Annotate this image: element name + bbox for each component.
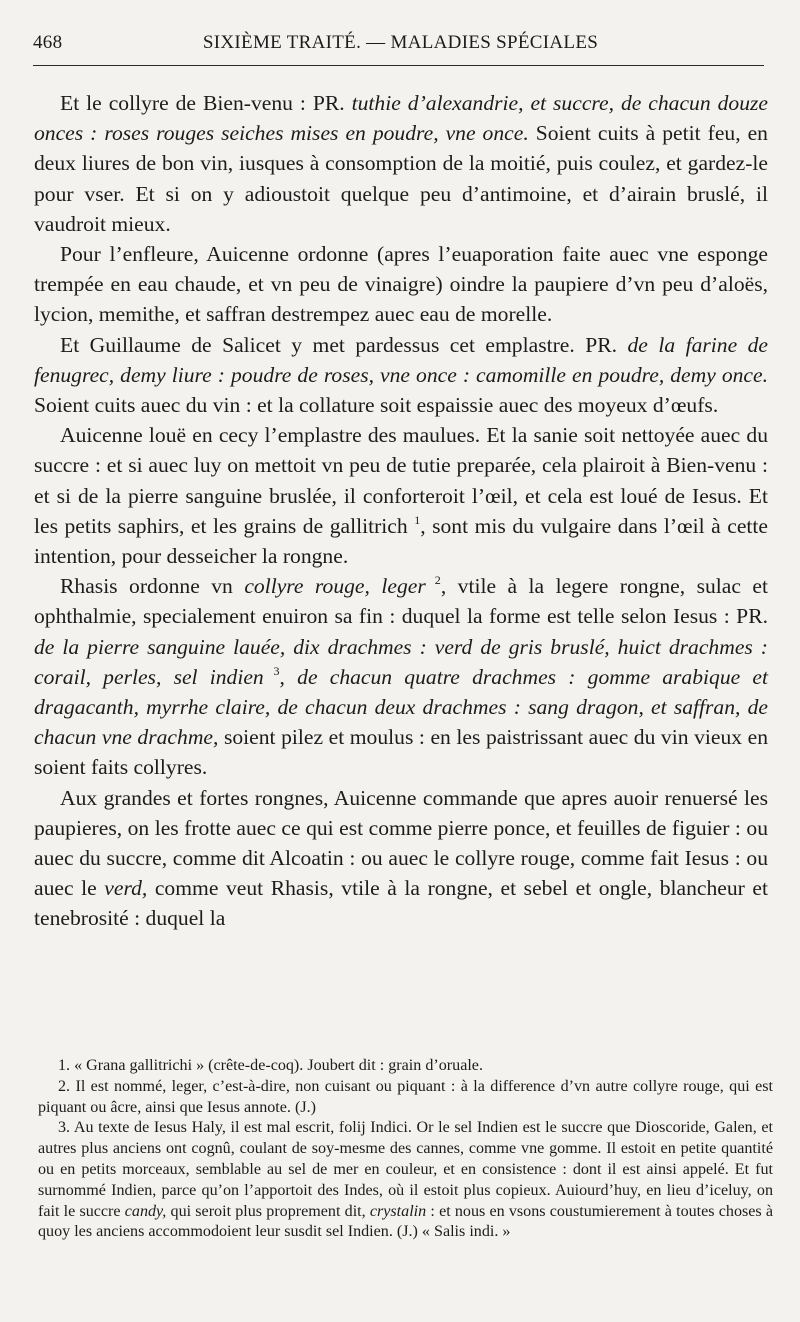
text-run: Et le collyre de Bien-venu : PR.: [60, 91, 352, 115]
text-run: Soient cuits auec du vin : et la collature soit espaissie auec des moyeux d’œufs.: [34, 393, 719, 418]
paragraph: [34, 239, 768, 330]
footnote-ref: 1: [414, 512, 421, 527]
text-run: Auicenne louë en cecy l’emplastre des maulues. Et la sanie soit nettoyée auec du succre : et si auec luy on mettoit vn peu de tutie preparée, cela plairoit à Bien-venu : et si de la pierre sanguine bruslée, il conforteroit l’œil, et cela est loué de Iesus. Et les petits saphirs, et les grains de gallitrich: [34, 423, 768, 538]
italic-text: verd,: [104, 876, 148, 901]
footnote: [38, 1056, 773, 1077]
paragraph: [34, 783, 768, 934]
text-run: Pour l’enfleure, Auicenne ordonne (apres l’euaporation faite auec vne esponge trempée en eau chaude, et vn peu de vinaigre) oindre la paupiere d’vn peu d’aloës, lycion, memithe, et saffran destrempez auec eau de morelle.: [34, 242, 768, 327]
text-run: 1. « Grana gallitrichi » (crête-de-coq). Joubert dit : grain d’oruale.: [58, 1057, 483, 1074]
italic-text: de chacun quatre drachmes : gomme arabique et dragacanth, myrrhe claire, de chacun deux drachmes : sang dragon, et saffran, de chacun vne drachme,: [34, 664, 768, 750]
text-run: Rhasis ordonne vn: [60, 574, 245, 599]
italic-text: crystalin: [369, 1202, 427, 1220]
text-run: Soient cuits à petit feu, en deux liures de bon vin, iusques à consomption de la moitié, puis coulez, et gardez-le pour vser. Et si on y adioustoit quelque peu d’antimoine, et d’airain bruslé, il vaudroit mieux.: [34, 121, 768, 236]
page-number: 468: [33, 32, 63, 53]
text-run: Aux grandes et fortes rongnes, Auicenne commande que apres auoir renuersé les paupieres, on les frotte auec ce qui est comme pierre ponce, et feuilles de figuier : ou auec du succre, comme dit Alcoatin : ou auec le collyre rouge, comme fait Iesus : ou auec le: [34, 785, 768, 901]
footnote: [38, 1118, 773, 1243]
text-run: : et nous en vsons coustumierement à toutes choses à quoy les anciens accommodoient leur susdit sel Indien. (J.) « Salis indi. »: [38, 1202, 774, 1241]
text-run: , sont mis du vulgaire dans l’œil à cette intention, pour desseicher la rongne.: [34, 513, 768, 569]
paragraph: [34, 571, 768, 782]
text-run: Et Guillaume de Salicet y met pardessus cet emplastre. PR.: [60, 332, 628, 357]
header-rule: [33, 65, 764, 66]
footnote: [38, 1077, 773, 1119]
paragraph: [34, 330, 768, 421]
text-run: qui seroit plus proprement dit,: [166, 1202, 370, 1220]
italic-text: de la farine de fenugrec, demy liure : poudre de roses, vne once : camomille en poudre, demy once.: [34, 332, 769, 387]
main-text: [34, 88, 768, 934]
text-run: comme veut Rhasis, vtile à la rongne, et sebel et ongle, blancheur et tenebrosité : duquel la: [34, 876, 769, 931]
text-run: soient pilez et moulus : en les paistrissant auec du vin vieux en soient faits collyres.: [34, 725, 768, 780]
page-header: [33, 28, 768, 62]
italic-text: candy,: [124, 1202, 167, 1220]
text-run: 3. Au texte de Iesus Haly, il est mal escrit, folij Indici. Or le sel Indien est le succre que Dioscoride, Galen, et autres plus anciens ont cognû, coulant de soy-mesme des cannes, comme vne gomme. Il estoit en petite quantité ou en petits morceaux, semblable au sel de mer en couleur, et en consistence : dont il est ainsi appelé. Et fut surnommé Indien, parce qu’on l’apportoit des Indes, où il estoit plus copieux. Auiourd’huy, en lieu d’iceluy, on fait le succre: [38, 1119, 773, 1220]
footnote-ref: 3: [263, 663, 280, 678]
footnote-ref: 2: [425, 573, 441, 588]
italic-text: de la pierre sanguine lauée, dix drachmes : verd de gris bruslé, huict drachmes : corail, perles, sel indien: [34, 634, 768, 689]
text-run: 2. Il est nommé, leger, c’est-à-dire, non cuisant ou piquant : à la difference d’vn autre collyre rouge, qui est piquant ou âcre, ainsi que Iesus annote. (J.): [38, 1077, 773, 1116]
italic-text: collyre rouge, leger: [244, 574, 426, 599]
paragraph: [34, 420, 768, 571]
italic-text: tuthie d’alexandrie, et succre, de chacun douze onces : roses rouges seiches mises en poudre, vne once.: [34, 91, 769, 146]
running-title: SIXIÈME TRAITÉ. — MALADIES SPÉCIALES: [202, 32, 599, 53]
footnotes: [38, 1056, 773, 1243]
text-run: , vtile à la legere rongne, sulac et ophthalmie, specialement enuiron sa fin : duquel la forme est telle selon Iesus : PR.: [34, 574, 769, 629]
text-run: ,: [279, 664, 298, 689]
paragraph: [34, 88, 768, 239]
